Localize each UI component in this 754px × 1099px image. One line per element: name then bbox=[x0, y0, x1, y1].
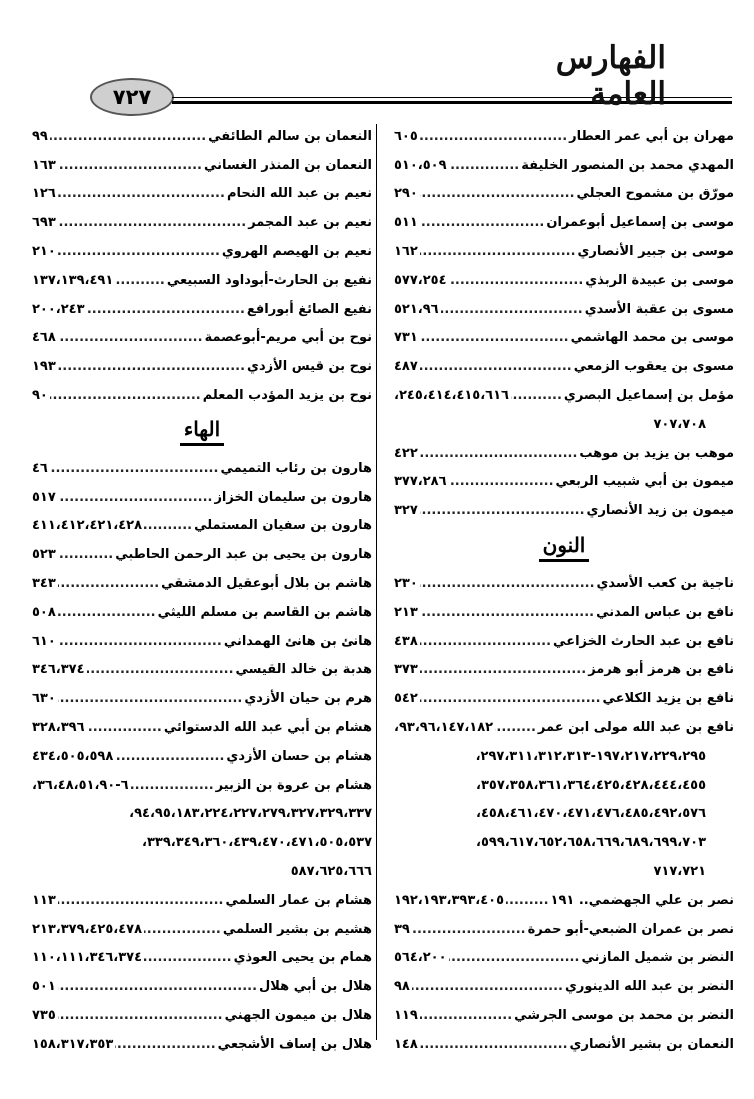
leader-dots bbox=[144, 518, 192, 533]
section-heading-text: الهاء bbox=[180, 417, 224, 446]
entry-name: النضر بن شميل المازني bbox=[581, 950, 734, 966]
leader-dots bbox=[420, 503, 585, 518]
leader-dots bbox=[420, 691, 601, 706]
entry-continuation: ٣٥٧،٣٥٨،٣٦١،٣٦٤،٤٢٥،٤٢٨،٤٤٤،٤٥٥، bbox=[476, 777, 706, 793]
entry-page-refs: ٥٦٤،٢٠٠ bbox=[394, 950, 447, 966]
entry-page-refs: ٩٣،٩٦،١٤٧،١٨٢، bbox=[394, 720, 494, 736]
entry-name: نوح بن أبي مريم-أبوعصمة bbox=[204, 330, 372, 346]
entry-name: هلال بن إساف الأشجعي bbox=[217, 1036, 372, 1052]
index-entry bbox=[32, 237, 372, 266]
entry-name: ميمون بن أبي شبيب الربعي bbox=[555, 474, 734, 490]
entry-page-refs: ١١٩ bbox=[394, 1008, 418, 1023]
entry-page-refs: ٩٩ bbox=[32, 128, 48, 144]
entry-page-refs: ٢١٣ bbox=[394, 604, 418, 620]
entry-name: نوح بن يزيد المؤدب المعلم bbox=[202, 388, 372, 404]
index-entry bbox=[394, 324, 734, 353]
entry-page-refs: ٥٤٢ bbox=[394, 691, 418, 707]
entry-page-refs: ١٦٣ bbox=[32, 157, 56, 173]
entry-page-refs: ٢٤٥،٤١٤،٤١٥،٦١٦، bbox=[394, 388, 509, 404]
page-number: ٧٢٧ bbox=[112, 85, 152, 109]
leader-dots bbox=[144, 950, 232, 965]
entry-page-refs: ٥١٠،٥٠٩ bbox=[394, 157, 447, 173]
entry-page-refs: ١٢٦ bbox=[32, 186, 56, 202]
leader-dots bbox=[131, 778, 214, 793]
leader-dots bbox=[58, 330, 203, 345]
entry-name: نفيع بن الحارث-أبوداود السبيعي bbox=[166, 272, 372, 288]
entry-name: موسى بن عبيدة الربذي bbox=[585, 272, 734, 288]
entry-page-refs: ٣٩ bbox=[394, 921, 410, 937]
entry-page-refs: ٤٣٨ bbox=[394, 633, 418, 649]
letter-section-heading bbox=[32, 410, 372, 454]
entry-name: نافع بن عبد الله مولى ابن عمر bbox=[537, 720, 734, 736]
entry-continuation: ٧٠٧،٧٠٨ bbox=[653, 416, 706, 432]
entry-name: هرم بن حيان الأزدي bbox=[244, 691, 372, 707]
index-entry bbox=[394, 1030, 734, 1059]
entry-page-refs: ٣٤٣ bbox=[32, 576, 56, 592]
entry-page-refs: ٤٦٨ bbox=[32, 330, 56, 346]
entry-page-refs: ٥٠١ bbox=[32, 979, 56, 995]
leader-dots bbox=[87, 720, 162, 735]
index-entry bbox=[394, 266, 734, 295]
index-entry bbox=[394, 598, 734, 627]
entry-continuation: ٥٩٩،٦١٧،٦٥٢،٦٥٨،٦٦٩،٦٨٩،٦٩٩،٧٠٣، bbox=[476, 835, 706, 851]
leader-dots bbox=[58, 359, 245, 374]
entry-name: موهب بن يزيد بن موهب bbox=[579, 445, 734, 461]
entry-name: هشام بن حسان الأزدي bbox=[226, 748, 372, 764]
index-entry bbox=[394, 237, 734, 266]
entry-name: النضر بن عبد الله الدينوري bbox=[564, 979, 734, 995]
entry-name: موسى بن جبير الأنصاري bbox=[577, 244, 734, 260]
entry-name: النضر بن محمد بن موسى الجرشي bbox=[514, 1008, 734, 1023]
entry-name: ميمون بن زيد الأنصاري bbox=[586, 503, 734, 519]
entry-page-refs: ٥٧٧،٢٥٤ bbox=[394, 272, 447, 288]
leader-dots bbox=[115, 273, 165, 288]
entry-name: هانئ بن هانئ الهمداني bbox=[223, 633, 372, 649]
entry-page-refs: ١١٣ bbox=[32, 892, 56, 908]
leader-dots bbox=[87, 662, 234, 677]
index-entry bbox=[32, 886, 372, 915]
entry-page-refs: ٢١٣،٣٧٩،٤٢٥،٤٧٨ bbox=[32, 921, 143, 937]
leader-dots bbox=[58, 691, 243, 706]
running-title: الفهارس العامة bbox=[555, 40, 666, 112]
entry-page-refs: ١٩٢،١٩٣،٣٩٣،٤٠٥ bbox=[394, 892, 505, 908]
entry-page-refs: ١٣٧،١٣٩،٤٩١ bbox=[32, 272, 114, 288]
entry-page-refs: ٢٩٠ bbox=[394, 186, 418, 202]
entry-name: النعمان بن سالم الطائفي bbox=[208, 128, 372, 144]
entry-name: مورّق بن مشموح العجلي bbox=[576, 186, 734, 202]
index-entry bbox=[394, 684, 734, 713]
index-entry bbox=[32, 180, 372, 209]
leader-dots bbox=[420, 129, 567, 144]
entry-name: هارون بن يحيى بن عبد الرحمن الحاطبي bbox=[115, 547, 372, 563]
index-entry bbox=[394, 151, 734, 180]
leader-dots bbox=[420, 662, 586, 677]
leader-dots bbox=[412, 979, 563, 994]
entry-page-refs: ٤٦ bbox=[32, 460, 48, 476]
page-number-badge bbox=[90, 78, 174, 116]
entry-page-refs: ٦٩٣ bbox=[32, 215, 56, 231]
entry-name: مسوى بن يعقوب الزمعي bbox=[573, 359, 734, 375]
section-heading-text: النون bbox=[539, 533, 590, 562]
letter-section-heading bbox=[394, 525, 734, 569]
entry-page-refs: ٥٢١،٩٦ bbox=[394, 301, 439, 317]
index-entry bbox=[32, 540, 372, 569]
leader-dots bbox=[420, 186, 575, 201]
entry-page-refs: ٢٠٠،٢٤٣ bbox=[32, 301, 85, 317]
entry-name: موسى بن إسماعيل أبوعمران bbox=[546, 215, 734, 231]
entry-page-refs: ٦٠٥ bbox=[394, 128, 418, 144]
leader-dots bbox=[412, 922, 526, 937]
entry-name: همام بن يحيى العوذي bbox=[233, 950, 372, 966]
leader-dots bbox=[115, 749, 224, 764]
leader-dots bbox=[58, 547, 113, 562]
index-entry bbox=[394, 208, 734, 237]
entry-name: نافع بن عباس المدني bbox=[596, 604, 734, 620]
entry-name: هارون بن رئاب التميمي bbox=[220, 460, 372, 476]
column-divider bbox=[376, 124, 377, 1040]
index-entry bbox=[394, 496, 734, 525]
leader-dots bbox=[58, 215, 246, 230]
index-entry bbox=[394, 295, 734, 324]
entry-page-refs: ٥٠٨ bbox=[32, 604, 56, 620]
leader-dots bbox=[58, 158, 202, 173]
index-entry bbox=[394, 656, 734, 685]
entry-name: هدبة بن خالد القيسي bbox=[235, 662, 372, 678]
leader-dots bbox=[50, 388, 201, 403]
index-entry bbox=[32, 598, 372, 627]
leader-dots bbox=[449, 273, 584, 288]
index-entry bbox=[32, 512, 372, 541]
entry-name: هلال بن أبي هلال bbox=[259, 979, 372, 995]
entry-continuation: ٥٨٧،٦٢٥،٦٦٦ bbox=[290, 864, 372, 880]
leader-dots bbox=[87, 302, 245, 317]
leader-dots bbox=[449, 474, 554, 489]
entry-name: هارون بن سفيان المستملي bbox=[194, 518, 372, 534]
leader-dots bbox=[58, 605, 156, 620]
entry-continuation: ٩٤،٩٥،١٨٣،٢٢٤،٢٢٧،٢٧٩،٣٢٧،٣٢٩،٣٣٧، bbox=[129, 806, 372, 822]
entry-name: نفيع الصائغ أبورافع bbox=[246, 301, 372, 317]
entry-name: نافع بن يزيد الكلاعي bbox=[602, 691, 734, 707]
index-entry bbox=[32, 295, 372, 324]
entry-name: المهدي محمد بن المنصور الخليفة bbox=[521, 157, 734, 173]
index-entry bbox=[394, 468, 734, 497]
entry-page-refs: ٦٣٠ bbox=[32, 691, 56, 707]
entry-page-refs: ٦١٠ bbox=[32, 633, 56, 649]
index-entry bbox=[394, 915, 734, 944]
entry-page-refs: ١٦٢ bbox=[394, 244, 418, 260]
leader-dots bbox=[144, 922, 221, 937]
leader-dots bbox=[58, 979, 257, 994]
page-header bbox=[0, 0, 754, 120]
index-entry bbox=[32, 944, 372, 973]
leader-dots bbox=[58, 244, 220, 259]
entry-page-refs: ١٥٨،٣١٧،٣٥٣ bbox=[32, 1036, 114, 1052]
leader-dots bbox=[58, 186, 225, 201]
entry-page-refs: ٩٠ bbox=[32, 388, 48, 404]
entry-page-refs: ٣٧٧،٢٨٦ bbox=[394, 474, 447, 490]
entry-continuation: ٧١٧،٧٢١ bbox=[653, 864, 706, 880]
entry-name: هشام بن عروة بن الزبير bbox=[215, 777, 372, 793]
entry-name: نصر بن عمران الضبعي-أبو حمرة bbox=[527, 921, 734, 937]
entry-name: هشام بن أبي عبد الله الدستوائي bbox=[163, 720, 372, 736]
entry-name: مهران بن أبي عمر العطار bbox=[569, 128, 734, 144]
index-entry bbox=[32, 1030, 372, 1059]
index-entry bbox=[394, 944, 734, 973]
leader-dots bbox=[420, 244, 576, 259]
entry-page-refs: ٥١٧ bbox=[32, 489, 56, 505]
index-entry bbox=[32, 122, 372, 151]
leader-dots bbox=[58, 634, 222, 649]
entry-name: النعمان بن المنذر الغساني bbox=[203, 157, 372, 173]
entry-page-refs: ١١٠،١١١،٣٤٦،٣٧٤ bbox=[32, 950, 143, 966]
entry-name: هاشم بن القاسم بن مسلم الليثي bbox=[157, 604, 372, 620]
entry-page-refs: ١٩٣ bbox=[32, 359, 56, 375]
leader-dots bbox=[449, 950, 580, 965]
leader-dots bbox=[50, 129, 206, 144]
index-entry bbox=[394, 569, 734, 598]
entry-continuation: ٤٥٨،٤٦١،٤٧٠،٤٧١،٤٧٦،٤٨٥،٤٩٢،٥٧٦، bbox=[476, 806, 706, 822]
entry-page-refs: ٤٢٢ bbox=[394, 445, 418, 461]
entry-page-refs: ٣٢٨،٣٩٦ bbox=[32, 720, 85, 736]
index-entry bbox=[394, 627, 734, 656]
entry-page-refs: ٧٣٥ bbox=[32, 1008, 56, 1023]
entry-continuation: ٣٣٩،٣٤٩،٣٦٠،٤٣٩،٤٧٠،٤٧١،٥٠٥،٥٣٧، bbox=[142, 835, 372, 851]
leader-dots bbox=[420, 576, 595, 591]
entry-name: هلال بن ميمون الجهني bbox=[224, 1008, 372, 1023]
entry-name: هارون بن سليمان الخزاز bbox=[214, 489, 372, 505]
entry-name: مؤمل بن إسماعيل البصري bbox=[563, 388, 734, 404]
entry-name: مسوى بن عقبة الأسدي bbox=[584, 301, 734, 317]
entry-page-refs: ٢١٠ bbox=[32, 244, 56, 260]
entry-name: النعمان بن بشير الأنصاري bbox=[569, 1036, 734, 1052]
index-entry bbox=[32, 1001, 372, 1030]
entry-name: نصر بن علي الجهضمي.. ١٩١ bbox=[550, 892, 734, 908]
leader-dots bbox=[420, 1037, 568, 1052]
leader-dots bbox=[420, 359, 572, 374]
index-entry bbox=[32, 483, 372, 512]
entry-name: موسى بن محمد الهاشمي bbox=[570, 330, 734, 346]
index-entry bbox=[32, 656, 372, 685]
index-entry bbox=[394, 886, 734, 915]
entry-name: ناجية بن كعب الأسدي bbox=[596, 576, 734, 592]
index-entry bbox=[394, 122, 734, 151]
entry-page-refs: ٥٢٣ bbox=[32, 547, 56, 563]
entry-name: نعيم بن الهيصم الهروي bbox=[221, 244, 372, 260]
index-entry bbox=[32, 569, 372, 598]
index-entry bbox=[32, 381, 372, 410]
entry-page-refs: ٣٤٦،٣٧٤ bbox=[32, 662, 85, 678]
entry-name: نعيم بن عبد المجمر bbox=[248, 215, 372, 231]
index-entry bbox=[32, 324, 372, 353]
index-column-right bbox=[394, 122, 734, 1059]
entry-page-refs: ٥١١ bbox=[394, 215, 418, 231]
index-entry bbox=[394, 1001, 734, 1030]
entry-page-refs: ٦-٣٦،٤٨،٥١،٩٠، bbox=[32, 777, 129, 793]
leader-dots bbox=[506, 893, 549, 908]
entry-name: نافع بن عبد الحارث الخزاعي bbox=[553, 633, 734, 649]
index-entry bbox=[32, 151, 372, 180]
leader-dots bbox=[115, 1037, 215, 1052]
leader-dots bbox=[420, 634, 551, 649]
index-entry bbox=[32, 771, 372, 800]
leader-dots bbox=[511, 388, 562, 403]
index-entry bbox=[32, 742, 372, 771]
index-entry bbox=[32, 627, 372, 656]
index-entry bbox=[32, 208, 372, 237]
leader-dots bbox=[420, 215, 545, 230]
entry-page-refs: ٣٧٣ bbox=[394, 662, 418, 678]
entry-name: نوح بن قيس الأزدي bbox=[247, 359, 372, 375]
index-column-left bbox=[32, 122, 372, 1059]
index-entry bbox=[394, 180, 734, 209]
entry-page-refs: ٣٢٧ bbox=[394, 503, 418, 519]
entry-page-refs: ٧٣١ bbox=[394, 330, 418, 346]
index-entry bbox=[32, 454, 372, 483]
leader-dots bbox=[50, 461, 219, 476]
index-entry bbox=[32, 684, 372, 713]
entry-page-refs: ٤١١،٤١٢،٤٢١،٤٢٨ bbox=[32, 518, 143, 534]
entry-name: نافع بن هرمز أبو هرمز bbox=[588, 662, 734, 678]
leader-dots bbox=[449, 158, 520, 173]
index-entry bbox=[394, 972, 734, 1001]
index-entry bbox=[394, 352, 734, 381]
index-entry bbox=[32, 915, 372, 944]
entry-name: نعيم بن عبد الله النحام bbox=[226, 186, 372, 202]
leader-dots bbox=[58, 576, 159, 591]
leader-dots bbox=[58, 1008, 223, 1023]
entry-name: هاشم بن بلال أبوعقيل الدمشقي bbox=[161, 576, 372, 592]
index-entry bbox=[32, 972, 372, 1001]
leader-dots bbox=[420, 605, 594, 620]
entry-page-refs: ٩٨ bbox=[394, 979, 410, 995]
entry-page-refs: ٢٣٠ bbox=[394, 576, 418, 592]
leader-dots bbox=[58, 490, 213, 505]
entry-page-refs: ١٤٨ bbox=[394, 1036, 418, 1052]
entry-continuation: ١٩٧،٢١٧،٢٢٩،٢٩٥-٢٩٧،٣١١،٣١٢،٣١٣، bbox=[475, 748, 706, 764]
entry-page-refs: ٤٣٤،٥٠٥،٥٩٨ bbox=[32, 748, 114, 764]
index-entry bbox=[394, 381, 734, 410]
entry-page-refs: ٤٨٧ bbox=[394, 359, 418, 375]
leader-dots bbox=[420, 330, 569, 345]
leader-dots bbox=[441, 302, 583, 317]
index-entry bbox=[32, 713, 372, 742]
leader-dots bbox=[420, 446, 578, 461]
entry-name: هشيم بن بشير السلمي bbox=[222, 921, 372, 937]
index-entry bbox=[394, 713, 734, 742]
index-entry bbox=[32, 352, 372, 381]
entry-name: هشام بن عمار السلمي bbox=[225, 892, 372, 908]
leader-dots bbox=[495, 720, 536, 735]
leader-dots bbox=[58, 893, 224, 908]
index-entry bbox=[32, 266, 372, 295]
leader-dots bbox=[420, 1008, 512, 1023]
index-entry bbox=[394, 439, 734, 468]
